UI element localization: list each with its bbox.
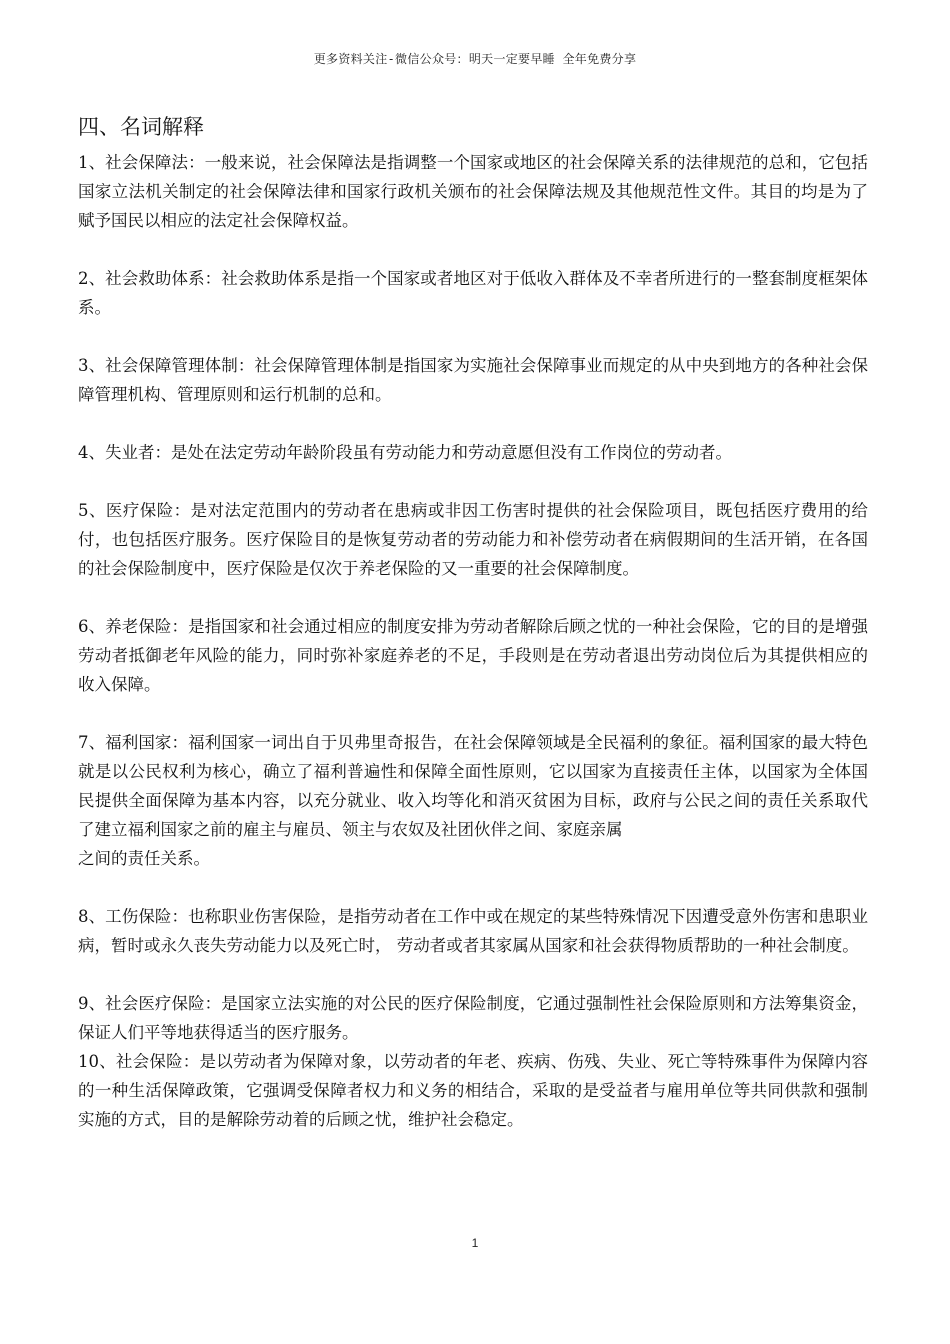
term-8-work-injury-insurance: 8、工伤保险：也称职业伤害保险，是指劳动者在工作中或在规定的某些特殊情况下因遭受意外伤害和患职业病，暂时或永久丧失劳动能力以及死亡时， 劳动者或者其家属从国家和社会获得物质帮助的一种社会制度。 xyxy=(78,907,868,955)
paragraph-gap xyxy=(78,467,868,496)
term-2-social-assistance-system: 2、社会救助体系：社会救助体系是指一个国家或者地区对于低收入群体及不幸者所进行的一整套制度框架体系。 xyxy=(78,269,868,317)
term-7-tail: 之间的责任关系。 xyxy=(78,849,210,868)
term-4-unemployed: 4、失业者：是处在法定劳动年龄阶段虽有劳动能力和劳动意愿但没有工作岗位的劳动者。 xyxy=(78,443,732,462)
section-title: 四、名词解释 xyxy=(78,115,204,139)
paragraph-gap xyxy=(78,873,868,902)
paragraph-gap xyxy=(78,583,868,612)
paragraph-gap xyxy=(78,960,868,989)
term-3-management-system: 3、社会保障管理体制：社会保障管理体制是指国家为实施社会保障事业而规定的从中央到地方的各种社会保障管理机构、管理原则和运行机制的总和。 xyxy=(78,356,868,404)
term-1-social-security-law: 1、社会保障法：一般来说，社会保障法是指调整一个国家或地区的社会保障关系的法律规范的总和，它包括国家立法机关制定的社会保障法律和国家行政机关颁布的社会保障法规及其他规范性文件。其目的均是为了赋予国民以相应的法定社会保障权益。 xyxy=(78,153,868,230)
term-9-social-medical-insurance: 9、社会医疗保险：是国家立法实施的对公民的医疗保险制度，它通过强制性社会保险原则和方法筹集资金，保证人们平等地获得适当的医疗服务。 xyxy=(78,994,868,1042)
term-6-pension-insurance: 6、养老保险：是指国家和社会通过相应的制度安排为劳动者解除后顾之忧的一种社会保险，它的目的是增强劳动者抵御老年风险的能力，同时弥补家庭养老的不足，手段则是在劳动者退出劳动岗位后为其提供相应的收入保障。 xyxy=(78,617,868,694)
page-number: 1 xyxy=(471,1236,479,1250)
term-10-social-insurance: 10、社会保险：是以劳动者为保障对象，以劳动者的年老、疾病、伤残、失业、死亡等特殊事件为保障内容的一种生活保障政策，它强调受保障者权力和义务的相结合，采取的是受益者与雇用单位等共同供款和强制实施的方式，目的是解除劳动着的后顾之忧，维护社会稳定。 xyxy=(78,1052,868,1129)
term-7-welfare-state xyxy=(78,728,868,873)
document-body xyxy=(78,112,868,1134)
paragraph-gap xyxy=(78,409,868,438)
term-7-body: 7、福利国家：福利国家一词出自于贝弗里奇报告，在社会保障领域是全民福利的象征。福利国家的最大特色就是以公民权利为核心，确立了福利普遍性和保障全面性原则，它以国家为直接责任主体，以国家为全体国民提供全面保障为基本内容，以充分就业、收入均等化和消灭贫困为目标，政府与公民之间的责任关系取代了建立福利国家之前的雇主与雇员、领主与农奴及社团伙伴之间、家庭亲属 xyxy=(78,733,868,839)
paragraph-gap xyxy=(78,699,868,728)
paragraph-gap xyxy=(78,322,868,351)
term-5-medical-insurance: 5、医疗保险：是对法定范围内的劳动者在患病或非因工伤害时提供的社会保险项目，既包括医疗费用的给付，也包括医疗服务。医疗保险目的是恢复劳动者的劳动能力和补偿劳动者在病假期间的生活开销，在各国的社会保险制度中，医疗保险是仅次于养老保险的又一重要的社会保障制度。 xyxy=(78,501,868,578)
paragraph-gap xyxy=(78,235,868,264)
page-header: 更多资料关注-微信公众号：明天一定要早睡 全年免费分享 xyxy=(313,52,637,66)
